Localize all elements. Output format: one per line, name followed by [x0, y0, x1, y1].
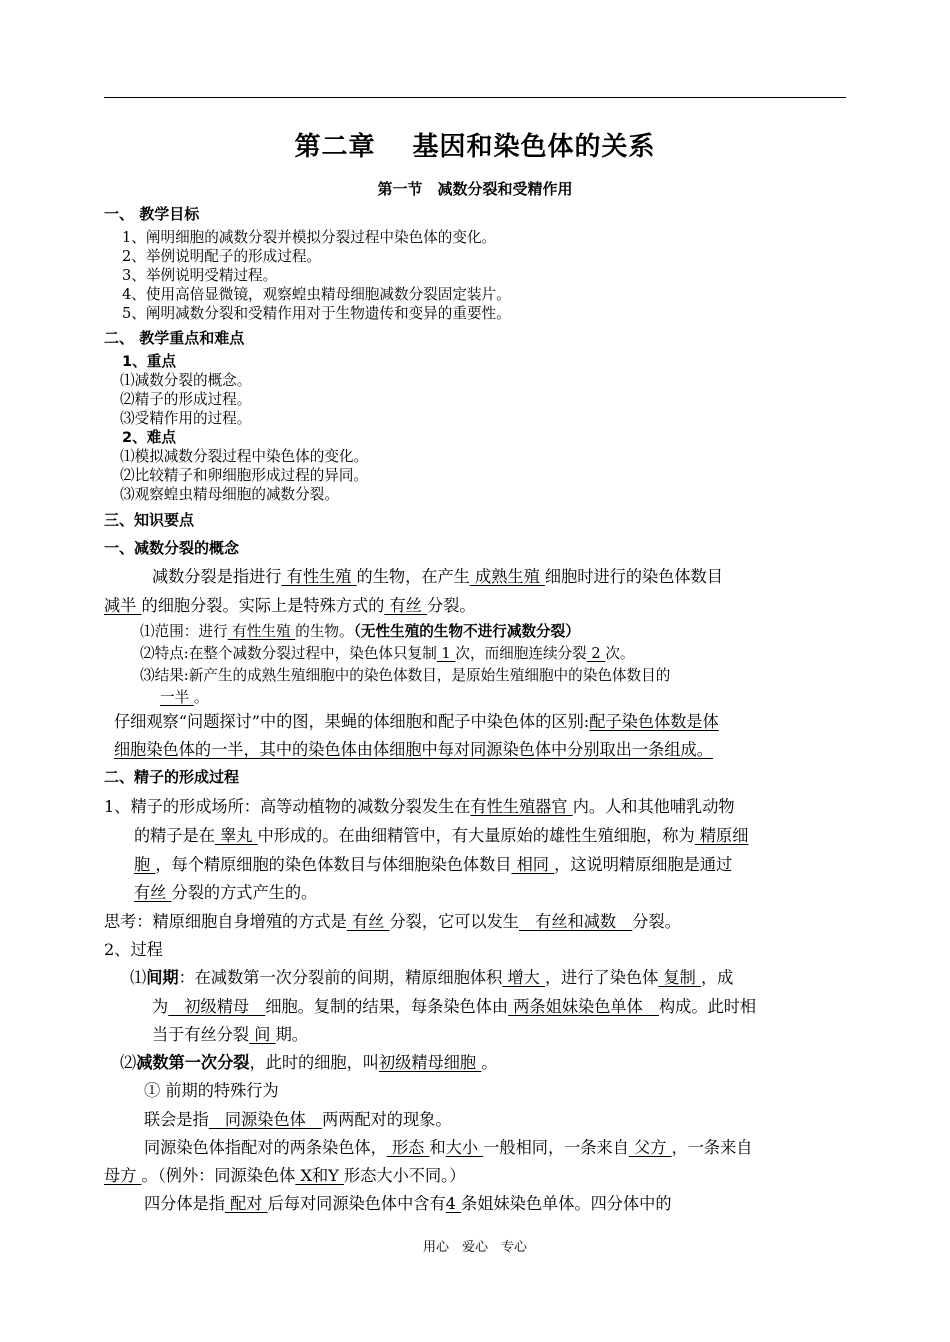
observation-line: 仔细观察“问题探讨”中的图，果蝇的体细胞和配子中染色体的区别:配子染色体数是体 — [114, 712, 719, 731]
difficulty-item: ⑶观察蝗虫精母细胞的减数分裂。 — [120, 486, 339, 503]
interphase-line: 为 初级精母 细胞。复制的结果，每条染色体由 两条姐妹染色单体 构成。此时相 — [152, 997, 757, 1016]
meiosis-one-line: ⑵减数第一次分裂，此时的细胞，叫初级精母细胞 。 — [120, 1053, 498, 1072]
heading-sperm-formation: 二、精子的形成过程 — [104, 768, 240, 786]
heading-meiosis-concept: 一、减数分裂的概念 — [104, 539, 240, 557]
subheading-key: 1、重点 — [122, 353, 176, 370]
concept-feature: ⑵特点:在整个减数分裂过程中，染色体只复制 1 次，而细胞连续分裂 2 次。 — [140, 645, 635, 662]
concept-range: ⑴范围：进行 有性生殖 的生物。（无性生殖的生物不进行减数分裂） — [140, 623, 580, 640]
difficulty-item: ⑴模拟减数分裂过程中染色体的变化。 — [120, 448, 369, 465]
process-heading: 2、过程 — [104, 940, 163, 959]
goal-item: 2、举例说明配子的形成过程。 — [122, 248, 322, 265]
concept-result: 一半 。 — [160, 689, 209, 706]
concept-line: 减数分裂是指进行 有性生殖 的生物，在产生 成熟生殖 细胞时进行的染色体数目 — [152, 567, 723, 586]
sperm-line: 有丝 分裂的方式产生的。 — [134, 883, 318, 902]
sperm-line: 1、精子的形成场所：高等动植物的减数分裂发生在有性生殖器官 内。人和其他哺乳动物 — [104, 797, 735, 816]
key-item: ⑴减数分裂的概念。 — [120, 372, 252, 389]
interphase-line: 当于有丝分裂 间 期。 — [152, 1025, 308, 1044]
prophase-heading: ① 前期的特殊行为 — [144, 1081, 279, 1100]
observation-line: 细胞染色体的一半，其中的染色体由体细胞中每对同源染色体中分别取出一条组成。 — [114, 740, 713, 759]
goal-item: 5、阐明减数分裂和受精作用对于生物遗传和变异的重要性。 — [122, 305, 511, 322]
section-title: 第一节 减数分裂和受精作用 — [377, 180, 573, 198]
goal-item: 1、阐明细胞的减数分裂并模拟分裂过程中染色体的变化。 — [122, 229, 497, 246]
sperm-line: 的精子是在 睾丸 中形成的。在曲细精管中，有大量原始的雄性生殖细胞，称为 精原细 — [134, 826, 749, 845]
concept-line: 减半 的细胞分裂。实际上是特殊方式的 有丝 分裂。 — [104, 596, 476, 615]
header-rule — [104, 97, 846, 98]
chapter-title: 第二章 基因和染色体的关系 — [294, 132, 656, 162]
concept-result: ⑶结果:新产生的成熟生殖细胞中的染色体数目，是原始生殖细胞中的染色体数目的 — [140, 667, 671, 684]
page-footer: 用心 爱心 专心 — [422, 1240, 527, 1255]
sperm-line: 胞 ，每个精原细胞的染色体数目与体细胞染色体数目 相同 ，这说明精原细胞是通过 — [134, 855, 733, 874]
difficulty-item: ⑵比较精子和卵细胞形成过程的异同。 — [120, 467, 369, 484]
synapsis-line: 联会是指 同源染色体 两两配对的现象。 — [144, 1110, 452, 1129]
key-item: ⑶受精作用的过程。 — [120, 410, 252, 427]
goal-item: 3、举例说明受精过程。 — [122, 267, 278, 284]
heading-knowledge: 三、知识要点 — [104, 511, 195, 529]
think-line: 思考：精原细胞自身增殖的方式是 有丝 分裂，它可以发生 有丝和减数 分裂。 — [104, 912, 681, 931]
subheading-difficulty: 2、难点 — [122, 429, 176, 446]
tetrad-line: 四分体是指 配对 后每对同源染色体中含有4 条姐妹染色单体。四分体中的 — [144, 1194, 672, 1213]
heading-key-points: 二、 教学重点和难点 — [104, 329, 245, 347]
key-item: ⑵精子的形成过程。 — [120, 391, 252, 408]
homolog-line: 母方 。（例外：同源染色体 X和Y 形态大小不同。） — [104, 1166, 466, 1185]
goal-item: 4、使用高倍显微镜，观察蝗虫精母细胞减数分裂固定装片。 — [122, 286, 511, 303]
interphase-line: ⑴间期：在减数第一次分裂前的间期，精原细胞体积 增大 ，进行了染色体 复制 ，成 — [130, 968, 734, 987]
heading-teaching-goals: 一、 教学目标 — [104, 205, 200, 223]
homolog-line: 同源染色体指配对的两条染色体， 形态 和大小 一般相同，一条来自 父方 ，一条来自 — [144, 1138, 753, 1157]
